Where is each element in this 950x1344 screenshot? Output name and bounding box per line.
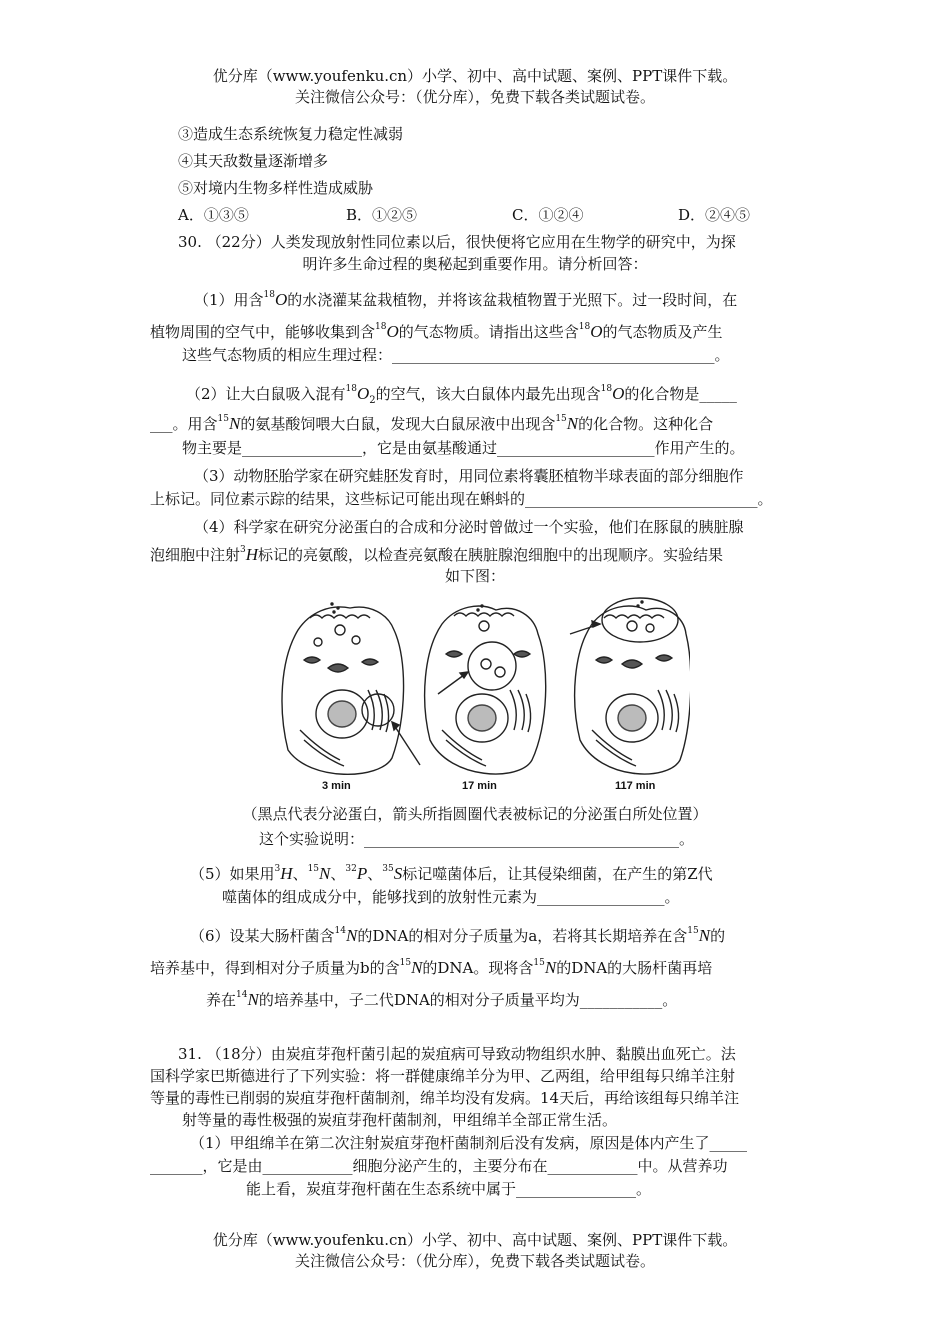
q29-option-b: B．①②⑤ (346, 206, 418, 224)
q30-part3-line1: （3）动物胚胎学家在研究蛙胚发育时，用同位素将囊胚植物半球表面的部分细胞作 (194, 467, 744, 485)
q30-intro-2: 明许多生命过程的奥秘起到重要作用。请分析回答： (302, 255, 648, 273)
q30-part1-line2: 植物周围的空气中，能够收集到含$^{18}$O的气态物质。请指出这些含$^{18}$O的气态物质及产生 (150, 322, 723, 341)
q31-line4: 射等量的毒性极强的炭疽芽孢杆菌制剂，甲组绵羊全部正常生活。 (182, 1111, 618, 1129)
q30-part3-line2: 上标记。同位素示踪的结果，这些标记可能出现在蝌蚪的_______________________________。 (150, 490, 773, 508)
q30-part4-line3: 如下图： (444, 567, 505, 585)
q31-part1-line1: （1）甲组绵羊在第二次注射炭疽芽孢杆菌制剂后没有发病，原因是体内产生了_____ (190, 1134, 748, 1152)
footer-line-1: 优分库（www.youfenku.cn）小学、初中、高中试题、案例、PPT课件下载。 (212, 1231, 738, 1249)
q30-part6-line2: 培养基中，得到相对分子质量为b的含$^{15}$N的DNA。现将含$^{15}$N的DNA的大肠杆菌再培 (150, 958, 713, 977)
cell-3min (282, 603, 420, 774)
q29-item-4: ④其天敌数量逐渐增多 (178, 152, 329, 170)
q31-part1-line2: _______，它是由____________细胞分泌产生的，主要分布在____________中。从营养功 (150, 1157, 728, 1175)
figure-label-117min: 117 min (615, 780, 656, 792)
q29-option-a: A．①③⑤ (178, 206, 249, 224)
q29-option-d: D．②④⑤ (678, 206, 751, 224)
secretory-protein-figure (270, 590, 690, 800)
q31-line2: 国科学家巴斯德进行了下列实验：将一群健康绵羊分为甲、乙两组，给甲组每只绵羊注射 (150, 1067, 736, 1085)
q31-part1-line3: 能上看，炭疽芽孢杆菌在生态系统中属于________________。 (246, 1180, 652, 1198)
q30-intro-1: 30. （22分）人类发现放射性同位素以后，很快便将它应用在生物学的研究中，为探 (178, 233, 736, 251)
q30-part1-line1: （1）用含$^{18}$O的水浇灌某盆栽植物，并将该盆栽植物置于光照下。过一段时间，在 (194, 290, 738, 309)
q31-line3: 等量的毒性已削弱的炭疽芽孢杆菌制剂，绵羊均没有发病。14天后，再给该组每只绵羊注 (150, 1089, 740, 1107)
q29-item-3: ③造成生态系统恢复力稳定性减弱 (178, 125, 404, 143)
figure-label-17min: 17 min (462, 780, 497, 792)
header-line-2: 关注微信公众号：（优分库），免费下载各类试题试卷。 (294, 88, 655, 106)
q30-part4-conclusion: 这个实验说明：__________________________________________。 (259, 830, 695, 848)
q30-part2-line2: ___。用含$^{15}$N的氨基酸饲喂大白鼠，发现大白鼠尿液中出现含$^{15}$N的化合物。这种化合 (150, 414, 714, 433)
figure-label-3min: 3 min (322, 780, 351, 792)
cell-117min (570, 598, 690, 774)
figure-caption: （黑点代表分泌蛋白，箭头所指圆圈代表被标记的分泌蛋白所处位置） (242, 805, 708, 823)
footer-line-2: 关注微信公众号：（优分库），免费下载各类试题试卷。 (294, 1252, 655, 1270)
q31-line1: 31. （18分）由炭疽芽孢杆菌引起的炭疽病可导致动物组织水肿、黏膜出血死亡。法 (178, 1045, 736, 1063)
q29-item-5: ⑤对境内生物多样性造成威胁 (178, 179, 374, 197)
q30-part1-line3: 这些气态物质的相应生理过程：___________________________________________。 (182, 346, 730, 364)
q30-part5-line2: 噬菌体的组成成分中，能够找到的放射性元素为_________________。 (222, 888, 680, 906)
q30-part4-line1: （4）科学家在研究分泌蛋白的合成和分泌时曾做过一个实验，他们在豚鼠的胰脏腺 (194, 518, 744, 536)
q30-part5-line1: （5）如果用$^3$H、$^{15}$N、$^{32}$P、$^{35}$S标记噬菌体后，让其侵染细菌，在产生的第Z代 (190, 864, 713, 883)
q29-option-c: C．①②④ (512, 206, 584, 224)
q30-part2-line3: 物主要是________________，它是由氨基酸通过_____________________作用产生的。 (182, 439, 745, 457)
q30-part2-line1: （2）让大白鼠吸入混有$^{18}O_2$的空气，该大白鼠体内最先出现含$^{18}$O的化合物是_____ (186, 384, 737, 406)
q30-part6-line1: （6）设某大肠杆菌含$^{14}$N的DNA的相对分子质量为a，若将其长期培养在含$^{15}$N的 (190, 926, 726, 945)
header-line-1: 优分库（www.youfenku.cn）小学、初中、高中试题、案例、PPT课件下载。 (212, 67, 738, 85)
cell-17min (425, 605, 546, 774)
q30-part6-line3: 养在$^{14}$N的培养基中，子二代DNA的相对分子质量平均为___________。 (206, 990, 678, 1009)
q30-part4-line2: 泡细胞中注射$^3$H标记的亮氨酸，以检查亮氨酸在胰脏腺泡细胞中的出现顺序。实验结果 (150, 545, 724, 564)
